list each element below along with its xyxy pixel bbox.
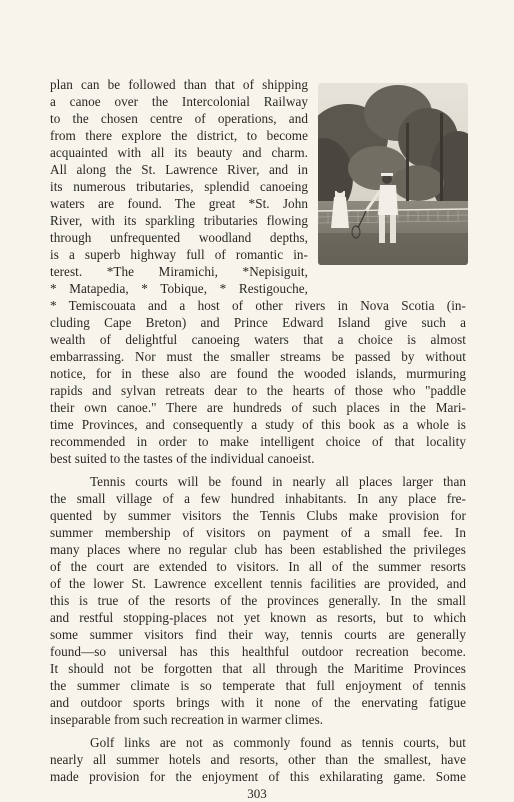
text-line: acquainted with all its beauty and charm. (50, 145, 308, 160)
text-line: terest. *The Miramichi, *Nepisiguit, (50, 264, 308, 279)
text-line: some summer visitors find their way, tennis courts are generally (50, 627, 466, 642)
tennis-players-photo-icon (318, 83, 468, 265)
text-line: the small village of a few hundred inhabitants. In any place fre- (50, 491, 466, 506)
text-line: cluding Cape Breton) and Prince Edward Island give such a (50, 315, 466, 330)
text-line: best suited to the tastes of the individual canoeist. (50, 451, 315, 466)
text-line: their own canoe." There are hundreds of such places in the Mari- (50, 400, 466, 415)
text-line: found—so universal has this healthful outdoor recreation become. (50, 644, 466, 659)
text-line: embarrassing. Nor must the smaller streams be passed by without (50, 349, 466, 364)
text-line: a canoe over the Intercolonial Railway (50, 94, 308, 109)
text-line: to the chosen centre of operations, and (50, 111, 308, 126)
text-line: and outdoor sports brings with it none of the enervating fatigue (50, 695, 466, 710)
text-line: of the lower St. Lawrence excellent tennis facilities are provided, and (50, 576, 466, 591)
text-line: * Temiscouata and a host of other rivers in Nova Scotia (in- (50, 298, 466, 313)
text-line: All along the St. Lawrence River, and in (50, 162, 308, 177)
text-line: from there explore the district, to become (50, 128, 308, 143)
text-line: many places where no regular club has been established the privileges (50, 542, 466, 557)
text-line: time Provinces, and consequently a study of this book as a whole is (50, 417, 466, 432)
text-line: waters are found. The great *St. John (50, 196, 308, 211)
paragraph-start-line: Tennis courts will be found in nearly all places larger than (90, 474, 466, 489)
text-line: through unfrequented woodland depths, (50, 230, 308, 245)
text-line: * Matapedia, * Tobique, * Restigouche, (50, 281, 308, 296)
page-number: 303 (247, 786, 267, 801)
text-line: this is true of the resorts of the provinces generally. In the small (50, 593, 466, 608)
text-line: notice, for in these also are found the wooded islands, murmuring (50, 366, 466, 381)
text-line: the summer climate is so temperate that full enjoyment of tennis (50, 678, 466, 693)
text-line: is a superb highway full of romantic in- (50, 247, 308, 262)
text-line: summer membership of visitors on payment of a small fee. In (50, 525, 466, 540)
text-line: inseparable from such recreation in warmer climes. (50, 712, 324, 727)
text-line: rapids and sylvan retreats dear to the hearts of those who "paddle (50, 383, 466, 398)
text-line: its numerous tributaries, splendid canoeing (50, 179, 308, 194)
text-line: nearly all summer hotels and resorts, other than the smallest, have (50, 752, 466, 767)
text-line: It should not be forgotten that all through the Maritime Provinces (50, 661, 466, 676)
text-line: wealth of delightful canoeing waters that a choice is almost (50, 332, 466, 347)
text-line: River, with its sparkling tributaries flowing (50, 213, 308, 228)
text-line: recommended in order to make intelligent choice of that locality (50, 434, 466, 449)
text-line: and restful stopping-places not yet known as resorts, but to which (50, 610, 466, 625)
text-line: plan can be followed than that of shipping (50, 77, 308, 92)
text-line: of the court are extended to visitors. In all of the summer resorts (50, 559, 466, 574)
paragraph-start-line: Golf links are not as commonly found as tennis courts, but (90, 735, 466, 750)
tennis-photo (318, 83, 468, 265)
text-line: quented by summer visitors the Tennis Clubs make provision for (50, 508, 466, 523)
text-line: made provision for the enjoyment of this exhilarating game. Some (50, 769, 466, 784)
